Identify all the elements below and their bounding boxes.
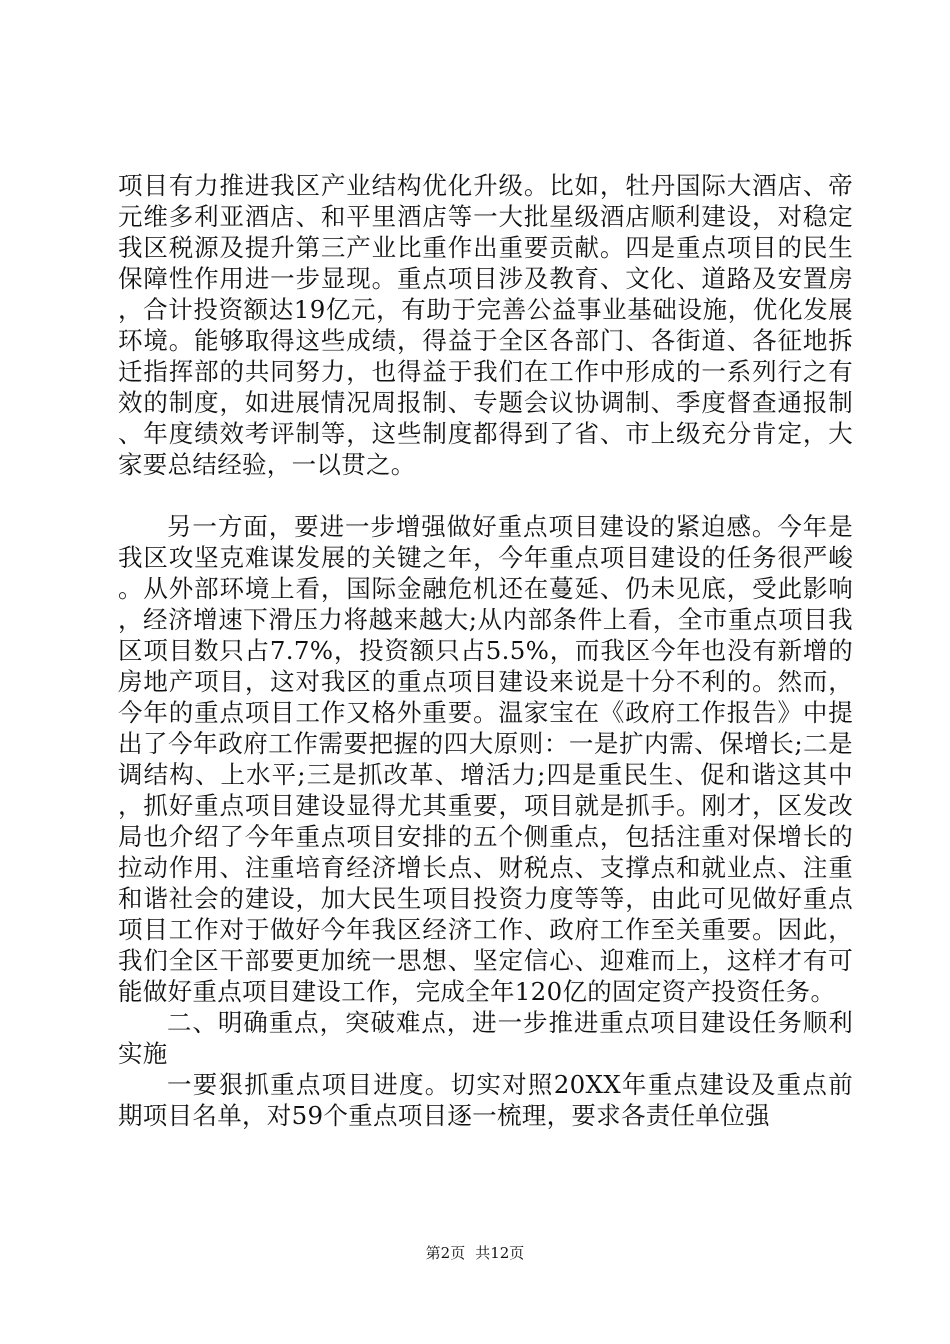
document-body xyxy=(118,170,853,1131)
paragraph-1: 项目有力推进我区产业结构优化升级。比如，牡丹国际大酒店、帝元维多利亚酒店、和平里酒店等一大批星级酒店顺利建设，对稳定我区税源及提升第三产业比重作出重要贡献。四是重点项目的民生保障性作用进一步显现。重点项目涉及教育、文化、道路及安置房，合计投资额达19亿元，有助于完善公益事业基础设施，优化发展环境。能够取得这些成绩，得益于全区各部门、各街道、各征地拆迁指挥部的共同努力，也得益于我们在工作中形成的一系列行之有效的制度，如进展情况周报制、专题会议协调制、季度督查通报制、年度绩效考评制等，这些制度都得到了省、市上级充分肯定，大家要总结经验，一以贯之。 xyxy=(118,171,853,479)
section-heading: 二、明确重点，突破难点，进一步推进重点项目建设任务顺利实施 xyxy=(118,1008,853,1068)
page-footer xyxy=(0,1243,950,1263)
page-total: 共12页 xyxy=(475,1244,525,1262)
paragraph-2: 另一方面，要进一步增强做好重点项目建设的紧迫感。今年是我区攻坚克难谋发展的关键之年，今年重点项目建设的任务很严峻。从外部环境上看，国际金融危机还在蔓延、仍未见底，受此影响，经济增速下滑压力将越来越大;从内部条件上看，全市重点项目我区项目数只占7.7%，投资额只占5.5%，而我区今年也没有新增的房地产项目，这对我区的重点项目建设来说是十分不利的。然而，今年的重点项目工作又格外重要。温家宝在《政府工作报告》中提出了今年政府工作需要把握的四大原则：一是扩内需、保增长;二是调结构、上水平;三是抓改革、增活力;四是重民生、促和谐这其中，抓好重点项目建设显得尤其重要，项目就是抓手。刚才，区发改局也介绍了今年重点项目安排的五个侧重点，包括注重对保增长的拉动作用、注重培育经济增长点、财税点、支撑点和就业点、注重和谐社会的建设，加大民生项目投资力度等等，由此可见做好重点项目工作对于做好今年我区经济工作、政府工作至关重要。因此，我们全区干部要更加统一思想、坚定信心、迎难而上，这样才有可能做好重点项目建设工作，完成全年120亿的固定资产投资任务。 xyxy=(118,512,853,1006)
page-number: 第2页 xyxy=(425,1244,466,1262)
paragraph-3: 一要狠抓重点项目进度。切实对照20XX年重点建设及重点前期项目名单，对59个重点项目逐一梳理，要求各责任单位强 xyxy=(118,1070,853,1130)
